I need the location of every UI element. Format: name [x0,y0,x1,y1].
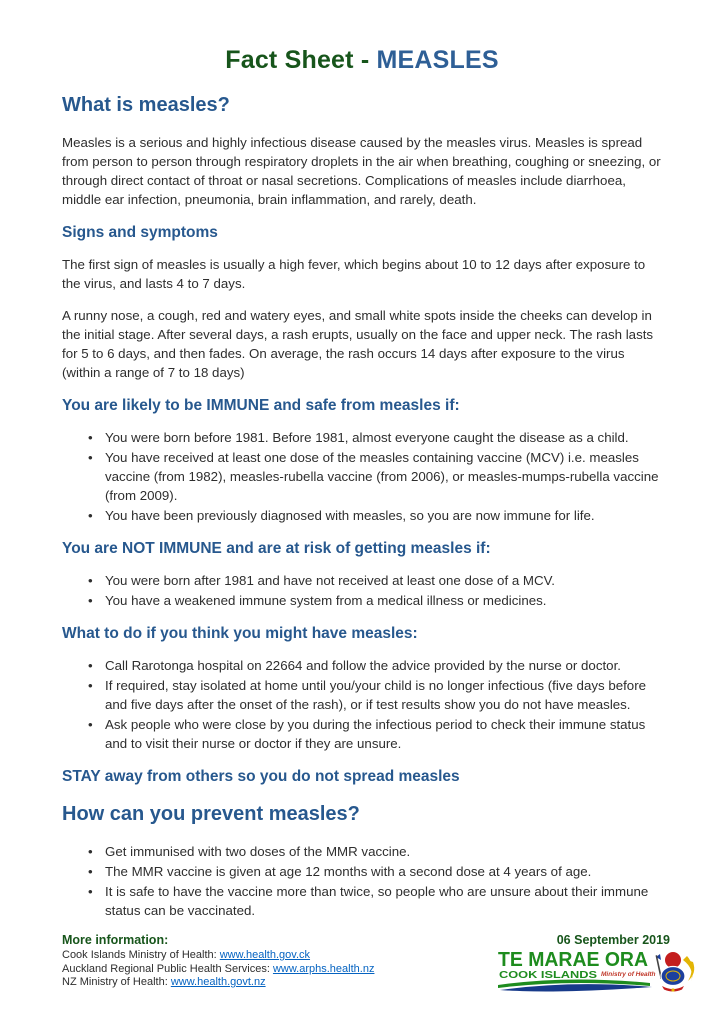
heading-what-to-do: What to do if you think you might have measles: [62,625,418,642]
list-item: • You were born after 1981 and have not received at least one dose of a MCV. [62,571,662,590]
list-item: • Call Rarotonga hospital on 22664 and follow the advice provided by the nurse or doctor. [62,656,662,675]
more-information-label: More information: [62,933,169,947]
heading-not-immune: You are NOT IMMUNE and are at risk of getting measles if: [62,540,491,557]
list-item: • You have received at least one dose of the measles containing vaccine (MCV) i.e. measles vaccine (from 1982), measles-rubella vaccine (from 2006), or measles-mumps-rubella vaccine (from 2009). [62,448,662,505]
link-arphs-health-nz[interactable]: www.arphs.health.nz [272,962,375,975]
list-item: • Ask people who were close by you during the infectious period to check their immune status and to visit their nurse or doctor if they are unsure. [62,715,662,753]
footer-link-line-cook-islands [62,949,374,963]
logo-cook-islands-text: COOK ISLANDS [499,969,597,981]
bullet-list-prevent [62,842,662,920]
section-what-is-measles [62,93,662,209]
section-signs-and-symptoms [62,223,662,382]
footer-link-line-auckland [62,963,374,977]
paragraph-first-sign: The first sign of measles is usually a high fever, which begins about 10 to 12 days after exposure to the virus, and lasts 4 to 7 days. [62,257,646,291]
list-item: • You have been previously diagnosed with measles, so you are now immune for life. [62,506,662,525]
page-title-disease: MEASLES [376,46,499,74]
logo-te-marae-ora-text: TE MARAE ORA [498,949,648,971]
footer-link-line-nz [62,976,374,990]
section-prevent [62,802,662,920]
footer-right [498,933,698,1006]
section-immune [62,396,662,525]
list-item: • Get immunised with two doses of the MMR vaccine. [62,842,662,861]
section-what-to-do [62,624,662,753]
heading-stay-away: STAY away from others so you do not spread measles [62,768,460,785]
link-health-govt-nz[interactable]: www.health.govt.nz [170,976,266,988]
footer-more-information [62,933,374,990]
bullet-list-immune [62,428,662,525]
section-stay-away [62,767,662,786]
logo-ministry-of-health-text: Ministry of Health [601,971,656,978]
footer-link-label: NZ Ministry of Health: [62,976,171,988]
list-item: • You have a weakened immune system from a medical illness or medicines. [62,591,662,610]
list-item: • The MMR vaccine is given at age 12 months with a second dose at 4 years of age. [62,862,662,881]
heading-signs-and-symptoms: Signs and symptoms [62,224,218,241]
link-health-gov-ck[interactable]: www.health.gov.ck [219,949,311,961]
heading-immune: You are likely to be IMMUNE and safe from measles if: [62,397,460,414]
list-item: • You were born before 1981. Before 1981, almost everyone caught the disease as a child. [62,428,662,447]
paragraph-what-is-measles: Measles is a serious and highly infectious disease caused by the measles virus. Measles is spread from person to person through respiratory droplets in the air when breathing, coughing or sneezing, or through direct contact of throat or nasal secretions. Complications of measles include diarrhoea, middle ear infection, pneumonia, brain inflammation, and rarely, death. [62,135,661,207]
logo-swoosh-icon [498,979,652,991]
heading-prevent: How can you prevent measles? [62,803,360,825]
cook-islands-crest-icon [656,952,695,992]
te-marae-ora-logo-graphic [498,949,698,1001]
bullet-list-what-to-do [62,656,662,753]
heading-what-is-measles: What is measles? [62,94,230,116]
bullet-list-not-immune [62,571,662,610]
page-title-prefix: Fact Sheet - [225,46,377,74]
footer-link-label: Cook Islands Ministry of Health: [62,949,220,961]
page-footer [62,933,670,1006]
list-item: • If required, stay isolated at home until you/your child is no longer infectious (five days before and five days after the onset of the rash), or if test results show you do not have measles. [62,676,662,714]
section-not-immune [62,539,662,610]
list-item: • It is safe to have the vaccine more than twice, so people who are unsure about their immune status can be vaccinated. [62,882,662,920]
document-date: 06 September 2019 [556,933,670,947]
page-title [62,46,662,75]
te-marae-ora-logo [498,949,698,1006]
paragraph-rash-description: A runny nose, a cough, red and watery eyes, and small white spots inside the cheeks can develop in the initial stage. After several days, a rash erupts, usually on the face and upper neck. The rash lasts for 5 to 6 days, and then fades. On average, the rash occurs 14 days after exposure to the virus (within a range of 7 to 18 days) [62,308,654,380]
footer-link-label: Auckland Regional Public Health Services: [62,962,273,975]
